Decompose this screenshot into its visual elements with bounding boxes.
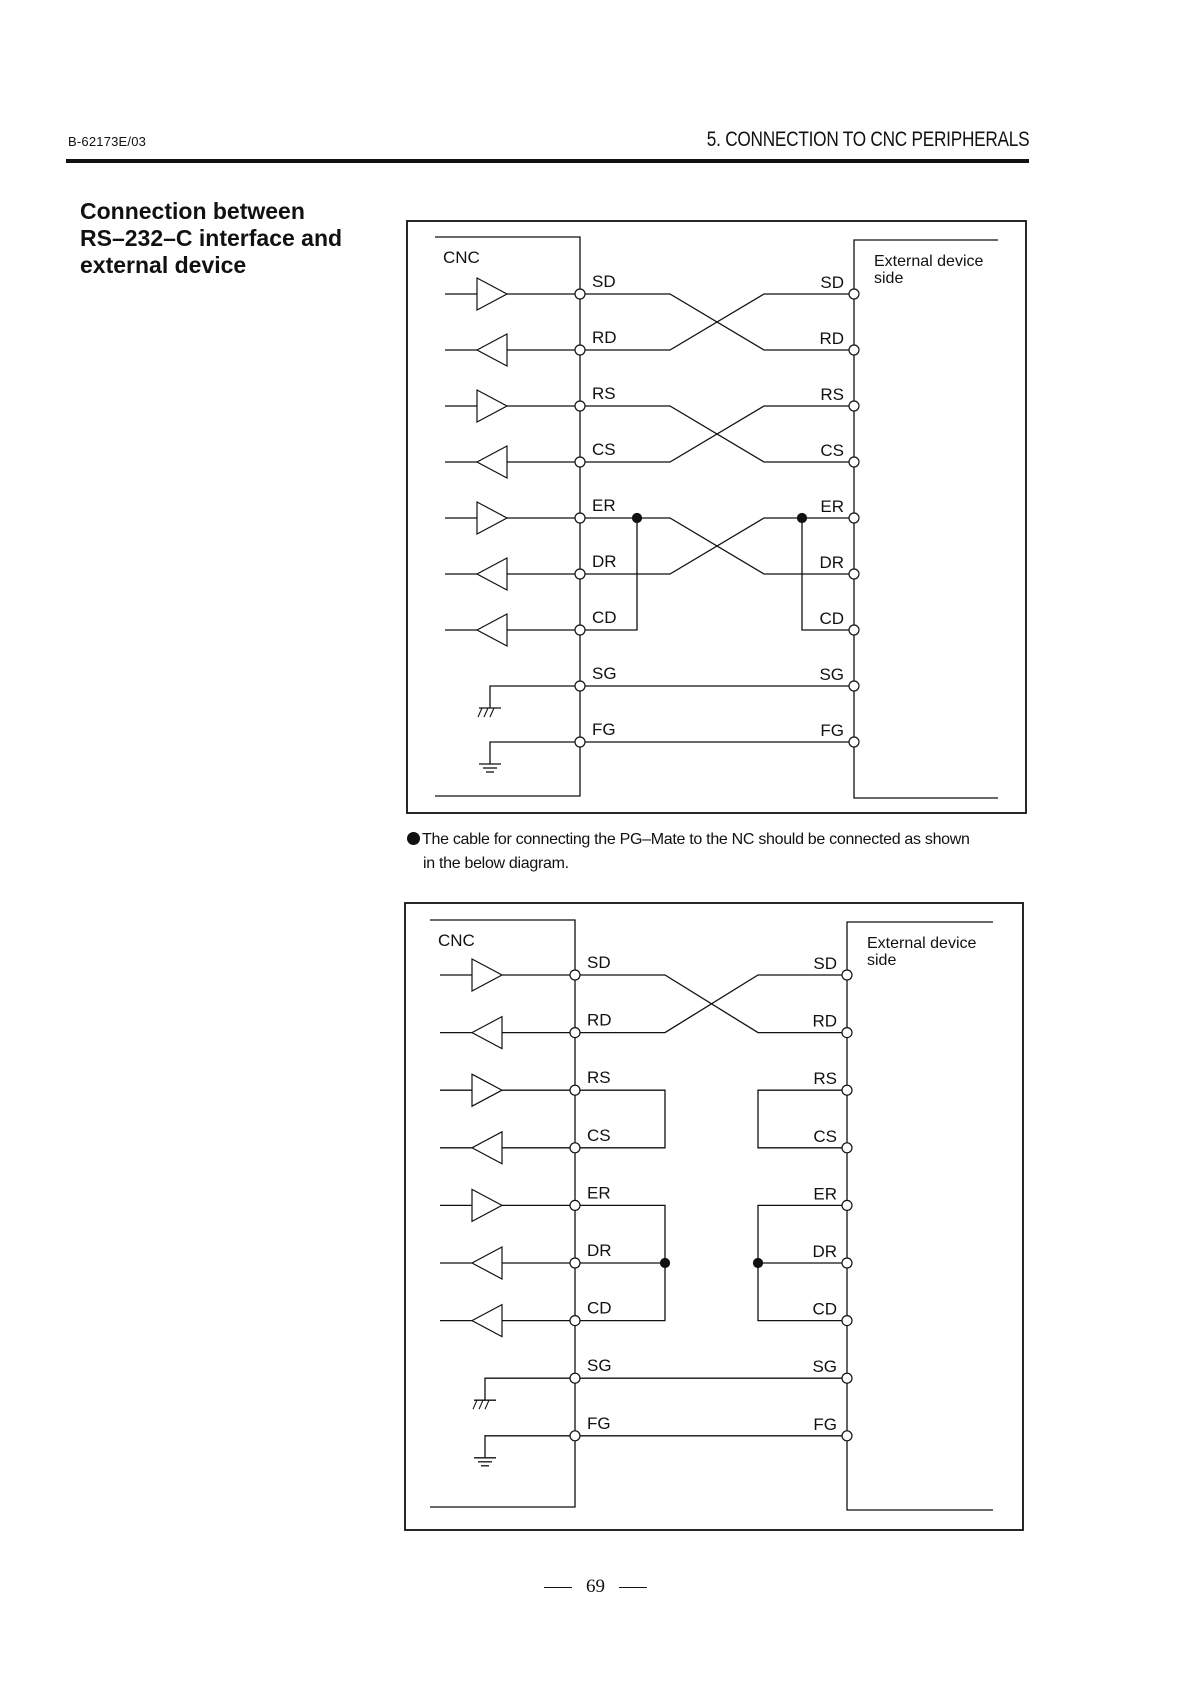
external-pin-label: CS	[813, 1126, 837, 1146]
cnc-pin-label: CD	[587, 1298, 612, 1318]
external-terminal-icon	[849, 569, 859, 579]
cnc-terminal-icon	[570, 1028, 580, 1038]
cnc-terminal-icon	[570, 970, 580, 980]
signal-row-rd	[445, 328, 844, 366]
page-number: 69	[586, 1576, 605, 1597]
external-terminal-icon	[849, 289, 859, 299]
signal-row-rs	[440, 1068, 837, 1106]
cnc-terminal-icon	[575, 401, 585, 411]
crossover-wire-dr	[580, 518, 854, 574]
signal-row-cs	[445, 440, 844, 478]
signal-row-cd	[445, 608, 844, 646]
output-driver-icon	[472, 959, 502, 991]
external-terminal-icon	[842, 1258, 852, 1268]
external-terminal-icon	[849, 457, 859, 467]
external-pin-label: CS	[820, 441, 844, 460]
signal-row-cd	[440, 1299, 837, 1337]
cnc-pin-label: RD	[587, 1010, 612, 1030]
cnc-terminal-icon	[575, 513, 585, 523]
cnc-pin-label: CS	[592, 440, 616, 459]
cnc-terminal-icon	[570, 1258, 580, 1268]
external-side-label: side	[874, 270, 904, 287]
external-pin-label: FG	[820, 721, 844, 740]
cnc-pin-label: ER	[587, 1183, 611, 1203]
cnc-pin-label: RD	[592, 328, 617, 347]
external-pin-label: ER	[820, 497, 844, 516]
cnc-terminal-icon	[575, 625, 585, 635]
external-pin-label: ER	[813, 1184, 837, 1204]
junction-dot	[754, 1259, 763, 1268]
output-driver-icon	[477, 390, 507, 422]
external-terminal-icon	[842, 1143, 852, 1153]
signal-row-fg	[474, 1414, 837, 1466]
input-receiver-icon	[477, 334, 507, 366]
external-terminal-icon	[849, 625, 859, 635]
junction-dot	[661, 1259, 670, 1268]
diagram-rs232c-standard-connection	[407, 221, 1026, 813]
external-pin-label: SD	[820, 273, 844, 292]
crossover-wire-rd	[580, 294, 854, 350]
signal-ground-wire	[485, 1378, 575, 1400]
input-receiver-icon	[477, 446, 507, 478]
external-block-outline	[854, 240, 998, 798]
cnc-terminal-icon	[570, 1316, 580, 1326]
cnc-terminal-icon	[575, 289, 585, 299]
footer-dash-left	[544, 1587, 572, 1589]
output-driver-icon	[477, 502, 507, 534]
cnc-pin-label: FG	[587, 1413, 611, 1433]
diagram-pg-mate-connection	[405, 903, 1023, 1530]
external-terminal-icon	[842, 1200, 852, 1210]
signal-ground-hatch	[485, 1400, 489, 1409]
frame-ground-wire	[490, 742, 580, 764]
external-pin-label: RD	[819, 329, 844, 348]
external-pin-label: SG	[819, 665, 844, 684]
signal-row-sg	[473, 1356, 837, 1409]
cnc-terminal-icon	[570, 1143, 580, 1153]
signal-ground-hatch	[478, 708, 482, 717]
input-receiver-icon	[472, 1132, 502, 1164]
external-pin-label: RS	[820, 385, 844, 404]
signal-row-cs	[440, 1126, 837, 1164]
external-terminal-icon	[849, 681, 859, 691]
footer-dash-right	[619, 1587, 647, 1589]
cnc-terminal-icon	[575, 737, 585, 747]
external-pin-label: RS	[813, 1069, 837, 1089]
signal-row-dr	[445, 552, 844, 590]
input-receiver-icon	[477, 558, 507, 590]
note-line-2: in the below diagram.	[423, 855, 569, 872]
section-title-line-2: RS–232–C interface and	[80, 225, 343, 251]
external-terminal-icon	[849, 513, 859, 523]
external-terminal-icon	[842, 1028, 852, 1038]
cnc-pin-label: SG	[592, 664, 617, 683]
external-terminal-icon	[842, 1085, 852, 1095]
cnc-label: CNC	[438, 931, 475, 950]
cnc-pin-label: RS	[587, 1068, 611, 1088]
external-terminal-icon	[849, 345, 859, 355]
cnc-terminal-icon	[570, 1200, 580, 1210]
bullet-icon	[407, 832, 420, 845]
cnc-pin-label: DR	[587, 1241, 612, 1260]
output-driver-icon	[477, 278, 507, 310]
external-device-label: External device	[867, 935, 977, 952]
signal-ground-hatch	[490, 708, 494, 717]
signal-row-er	[445, 496, 844, 534]
cnc-label: CNC	[443, 248, 480, 267]
pg-mate-note	[407, 828, 1047, 876]
junction-dot	[633, 514, 642, 523]
external-side-label: side	[867, 952, 897, 969]
signal-row-er	[440, 1183, 837, 1221]
document-number: B-62173E/03	[68, 134, 147, 149]
note-line-1: The cable for connecting the PG–Mate to the NC should be connected as shown	[422, 831, 970, 848]
input-receiver-icon	[477, 614, 507, 646]
external-terminal-icon	[842, 1316, 852, 1326]
output-driver-icon	[472, 1074, 502, 1106]
cnc-pin-label: SD	[587, 953, 611, 972]
cnc-pin-label: DR	[592, 552, 617, 571]
external-terminal-icon	[842, 1373, 852, 1383]
external-terminal-icon	[849, 401, 859, 411]
cnc-terminal-icon	[570, 1373, 580, 1383]
signal-row-sd	[440, 953, 837, 991]
external-pin-label: DR	[812, 1242, 837, 1261]
external-block-outline	[847, 922, 993, 1510]
cnc-terminal-icon	[575, 681, 585, 691]
cnc-terminal-icon	[570, 1431, 580, 1441]
signal-ground-hatch	[484, 708, 488, 717]
cnc-pin-label: SD	[592, 272, 616, 291]
junction-dot	[798, 514, 807, 523]
signal-row-sg	[478, 664, 844, 717]
external-terminal-icon	[842, 970, 852, 980]
signal-row-fg	[479, 720, 844, 772]
cnc-pin-label: SG	[587, 1356, 612, 1376]
input-receiver-icon	[472, 1017, 502, 1049]
external-pin-label: FG	[813, 1414, 837, 1434]
cnc-block-outline	[430, 920, 575, 1507]
output-driver-icon	[472, 1189, 502, 1221]
section-title-line-1: Connection between	[80, 198, 305, 224]
cnc-terminal-icon	[575, 457, 585, 467]
section-title-line-3: external device	[80, 252, 247, 278]
external-pin-label: RD	[812, 1011, 837, 1031]
page-footer	[0, 1576, 1191, 1598]
cnc-pin-label: FG	[592, 720, 616, 739]
crossover-wire-cs	[580, 406, 854, 462]
external-terminal-icon	[842, 1431, 852, 1441]
frame-ground-wire	[485, 1436, 575, 1458]
cnc-pin-label: CD	[592, 608, 617, 627]
signal-row-dr	[440, 1241, 837, 1279]
signal-ground-wire	[490, 686, 580, 708]
signal-ground-hatch	[473, 1400, 477, 1409]
signal-row-rd	[440, 1011, 837, 1049]
signal-ground-hatch	[479, 1400, 483, 1409]
signal-row-sd	[445, 272, 844, 310]
cnc-terminal-icon	[570, 1085, 580, 1095]
cnc-pin-label: CS	[587, 1125, 611, 1145]
cnc-pin-label: RS	[592, 384, 616, 403]
external-pin-label: SG	[812, 1357, 837, 1377]
cnc-terminal-icon	[575, 569, 585, 579]
external-pin-label: DR	[819, 553, 844, 572]
chapter-title: 5. CONNECTION TO CNC PERIPHERALS	[706, 128, 1029, 151]
external-pin-label: CD	[819, 609, 844, 628]
external-device-label: External device	[874, 253, 984, 270]
crossover-wire-rd	[575, 975, 847, 1033]
cnc-terminal-icon	[575, 345, 585, 355]
external-terminal-icon	[849, 737, 859, 747]
cnc-pin-label: ER	[592, 496, 616, 515]
input-receiver-icon	[472, 1247, 502, 1279]
signal-row-rs	[445, 384, 844, 422]
cnc-block-outline	[435, 237, 580, 796]
input-receiver-icon	[472, 1305, 502, 1337]
external-pin-label: SD	[813, 954, 837, 973]
external-pin-label: CD	[812, 1299, 837, 1319]
